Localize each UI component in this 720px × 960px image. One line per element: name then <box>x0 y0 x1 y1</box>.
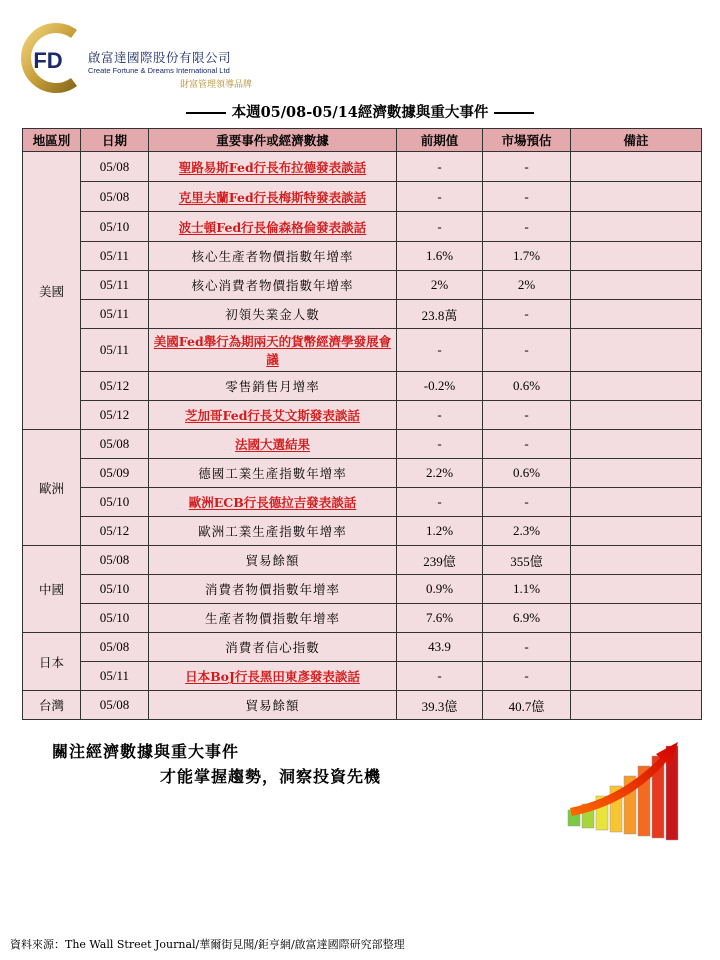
forecast-value-cell: 6.9% <box>483 604 571 633</box>
page-title <box>0 101 720 122</box>
table-row <box>23 662 702 691</box>
growth-chart-icon <box>560 728 700 858</box>
event-text: 零售銷售月增率 <box>225 379 320 394</box>
note-cell <box>571 329 702 372</box>
event-cell <box>149 212 397 242</box>
table-row <box>23 300 702 329</box>
previous-value-cell: - <box>397 401 483 430</box>
source-note: 資料來源：The Wall Street Journal/華爾街見聞/鉅亨網/啟富達國際研究部整理 <box>10 938 405 951</box>
company-logo <box>12 20 272 100</box>
note-cell <box>571 662 702 691</box>
table-row <box>23 372 702 401</box>
date-cell: 05/11 <box>81 242 149 271</box>
forecast-value-cell: - <box>483 662 571 691</box>
date-cell: 05/11 <box>81 662 149 691</box>
date-cell: 05/10 <box>81 604 149 633</box>
event-cell <box>149 271 397 300</box>
event-cell <box>149 604 397 633</box>
table-row <box>23 633 702 662</box>
note-cell <box>571 271 702 300</box>
forecast-value-cell: - <box>483 329 571 372</box>
region-cell: 中國 <box>23 546 81 633</box>
title-rule-right <box>494 112 534 114</box>
table-row <box>23 517 702 546</box>
date-cell: 05/11 <box>81 300 149 329</box>
forecast-value-cell: 40.7億 <box>483 691 571 720</box>
slogan-line-2: 才能掌握趨勢，洞察投資先機 <box>160 767 382 786</box>
previous-value-cell: - <box>397 329 483 372</box>
note-cell <box>571 152 702 182</box>
note-cell <box>571 604 702 633</box>
table-row <box>23 152 702 182</box>
forecast-value-cell: - <box>483 430 571 459</box>
event-highlight-text: 克里夫蘭Fed行長梅斯特發表談話 <box>178 189 367 205</box>
previous-value-cell: 43.9 <box>397 633 483 662</box>
date-cell: 05/12 <box>81 517 149 546</box>
date-cell: 05/08 <box>81 633 149 662</box>
table-row <box>23 546 702 575</box>
forecast-value-cell: 0.6% <box>483 459 571 488</box>
note-cell <box>571 182 702 212</box>
forecast-value-cell: - <box>483 182 571 212</box>
event-highlight-text: 日本BoJ行長黑田東彥發表談話 <box>185 669 360 684</box>
previous-value-cell: -0.2% <box>397 372 483 401</box>
event-cell <box>149 329 397 372</box>
event-cell <box>149 372 397 401</box>
title-text: 本週05/08-05/14經濟數據與重大事件 <box>231 104 489 121</box>
date-cell: 05/10 <box>81 488 149 517</box>
previous-value-cell: - <box>397 662 483 691</box>
previous-value-cell: 1.6% <box>397 242 483 271</box>
previous-value-cell: - <box>397 430 483 459</box>
table-body <box>23 152 702 720</box>
forecast-value-cell: - <box>483 300 571 329</box>
event-text: 核心生產者物價指數年增率 <box>191 249 354 264</box>
previous-value-cell: 1.2% <box>397 517 483 546</box>
table-row <box>23 488 702 517</box>
event-cell <box>149 242 397 271</box>
date-cell: 05/08 <box>81 691 149 720</box>
table-row <box>23 430 702 459</box>
event-text: 初領失業金人數 <box>225 307 320 322</box>
header-region: 地區別 <box>23 129 81 152</box>
title-rule-left <box>186 112 226 114</box>
date-cell: 05/08 <box>81 182 149 212</box>
fd-logo-icon <box>14 20 86 96</box>
date-cell: 05/09 <box>81 459 149 488</box>
event-text: 消費者信心指數 <box>225 640 320 655</box>
date-cell: 05/12 <box>81 372 149 401</box>
date-cell: 05/11 <box>81 329 149 372</box>
previous-value-cell: - <box>397 488 483 517</box>
date-cell: 05/11 <box>81 271 149 300</box>
table-row <box>23 212 702 242</box>
event-cell <box>149 691 397 720</box>
note-cell <box>571 430 702 459</box>
forecast-value-cell: 1.1% <box>483 575 571 604</box>
note-cell <box>571 372 702 401</box>
events-table <box>22 128 702 720</box>
event-cell <box>149 488 397 517</box>
previous-value-cell: - <box>397 152 483 182</box>
event-text: 生產者物價指數年增率 <box>204 611 340 626</box>
table-row <box>23 242 702 271</box>
region-cell: 台灣 <box>23 691 81 720</box>
date-cell: 05/08 <box>81 546 149 575</box>
event-text: 歐洲工業生產指數年增率 <box>198 524 347 539</box>
event-text: 貿易餘額 <box>245 553 300 568</box>
event-cell <box>149 546 397 575</box>
slogan-line-1: 關注經濟數據與重大事件 <box>52 742 240 761</box>
table-row <box>23 604 702 633</box>
note-cell <box>571 488 702 517</box>
event-cell <box>149 430 397 459</box>
note-cell <box>571 300 702 329</box>
note-cell <box>571 691 702 720</box>
event-highlight-text: 歐洲ECB行長德拉吉發表談話 <box>188 495 357 510</box>
header-note: 備註 <box>571 129 702 152</box>
event-cell <box>149 662 397 691</box>
previous-value-cell: - <box>397 182 483 212</box>
note-cell <box>571 212 702 242</box>
table-row <box>23 401 702 430</box>
table-row <box>23 459 702 488</box>
header-previous: 前期值 <box>397 129 483 152</box>
company-name-en: Create Fortune & Dreams International Ltd <box>88 66 230 75</box>
forecast-value-cell: 1.7% <box>483 242 571 271</box>
date-cell: 05/08 <box>81 430 149 459</box>
company-slogan: 財富管理領導品牌 <box>180 80 253 90</box>
event-cell <box>149 459 397 488</box>
note-cell <box>571 242 702 271</box>
event-text: 核心消費者物價指數年增率 <box>191 278 354 293</box>
region-cell: 日本 <box>23 633 81 691</box>
forecast-value-cell: 2% <box>483 271 571 300</box>
event-cell <box>149 152 397 182</box>
forecast-value-cell: - <box>483 401 571 430</box>
event-highlight-text: 法國大選結果 <box>234 437 310 452</box>
forecast-value-cell: 0.6% <box>483 372 571 401</box>
event-text: 德國工業生產指數年增率 <box>198 466 347 481</box>
event-cell <box>149 517 397 546</box>
company-name-cn: 啟富達國際股份有限公司 <box>88 50 232 65</box>
date-cell: 05/10 <box>81 575 149 604</box>
forecast-value-cell: 355億 <box>483 546 571 575</box>
previous-value-cell: 239億 <box>397 546 483 575</box>
note-cell <box>571 546 702 575</box>
event-cell <box>149 633 397 662</box>
note-cell <box>571 633 702 662</box>
table-row <box>23 182 702 212</box>
header-forecast: 市場預估 <box>483 129 571 152</box>
date-cell: 05/08 <box>81 152 149 182</box>
event-cell <box>149 575 397 604</box>
table-header-row <box>23 129 702 152</box>
previous-value-cell: 0.9% <box>397 575 483 604</box>
forecast-value-cell: - <box>483 152 571 182</box>
logo-letters: FD <box>33 48 63 73</box>
table-row <box>23 691 702 720</box>
previous-value-cell: 7.6% <box>397 604 483 633</box>
region-cell: 歐洲 <box>23 430 81 546</box>
event-cell <box>149 401 397 430</box>
table-row <box>23 329 702 372</box>
date-cell: 05/10 <box>81 212 149 242</box>
forecast-value-cell: 2.3% <box>483 517 571 546</box>
previous-value-cell: 39.3億 <box>397 691 483 720</box>
note-cell <box>571 401 702 430</box>
region-cell: 美國 <box>23 152 81 430</box>
previous-value-cell: 2.2% <box>397 459 483 488</box>
header-event: 重要事件或經濟數據 <box>149 129 397 152</box>
event-cell <box>149 300 397 329</box>
event-highlight-text: 芝加哥Fed行長艾文斯發表談話 <box>185 408 360 423</box>
date-cell: 05/12 <box>81 401 149 430</box>
forecast-value-cell: - <box>483 488 571 517</box>
event-text: 貿易餘額 <box>245 698 300 713</box>
table-row <box>23 271 702 300</box>
previous-value-cell: 23.8萬 <box>397 300 483 329</box>
previous-value-cell: - <box>397 212 483 242</box>
event-highlight-text: 波士頓Fed行長倫森格倫發表談話 <box>178 219 367 235</box>
forecast-value-cell: - <box>483 633 571 662</box>
forecast-value-cell: - <box>483 212 571 242</box>
table-row <box>23 575 702 604</box>
note-cell <box>571 459 702 488</box>
note-cell <box>571 517 702 546</box>
event-highlight-text: 聖路易斯Fed行長布拉德發表談話 <box>178 159 367 175</box>
note-cell <box>571 575 702 604</box>
header-date: 日期 <box>81 129 149 152</box>
event-highlight-text: 美國Fed舉行為期兩天的貨幣經濟學發展會議 <box>153 334 392 367</box>
event-text: 消費者物價指數年增率 <box>204 582 340 597</box>
previous-value-cell: 2% <box>397 271 483 300</box>
event-cell <box>149 182 397 212</box>
